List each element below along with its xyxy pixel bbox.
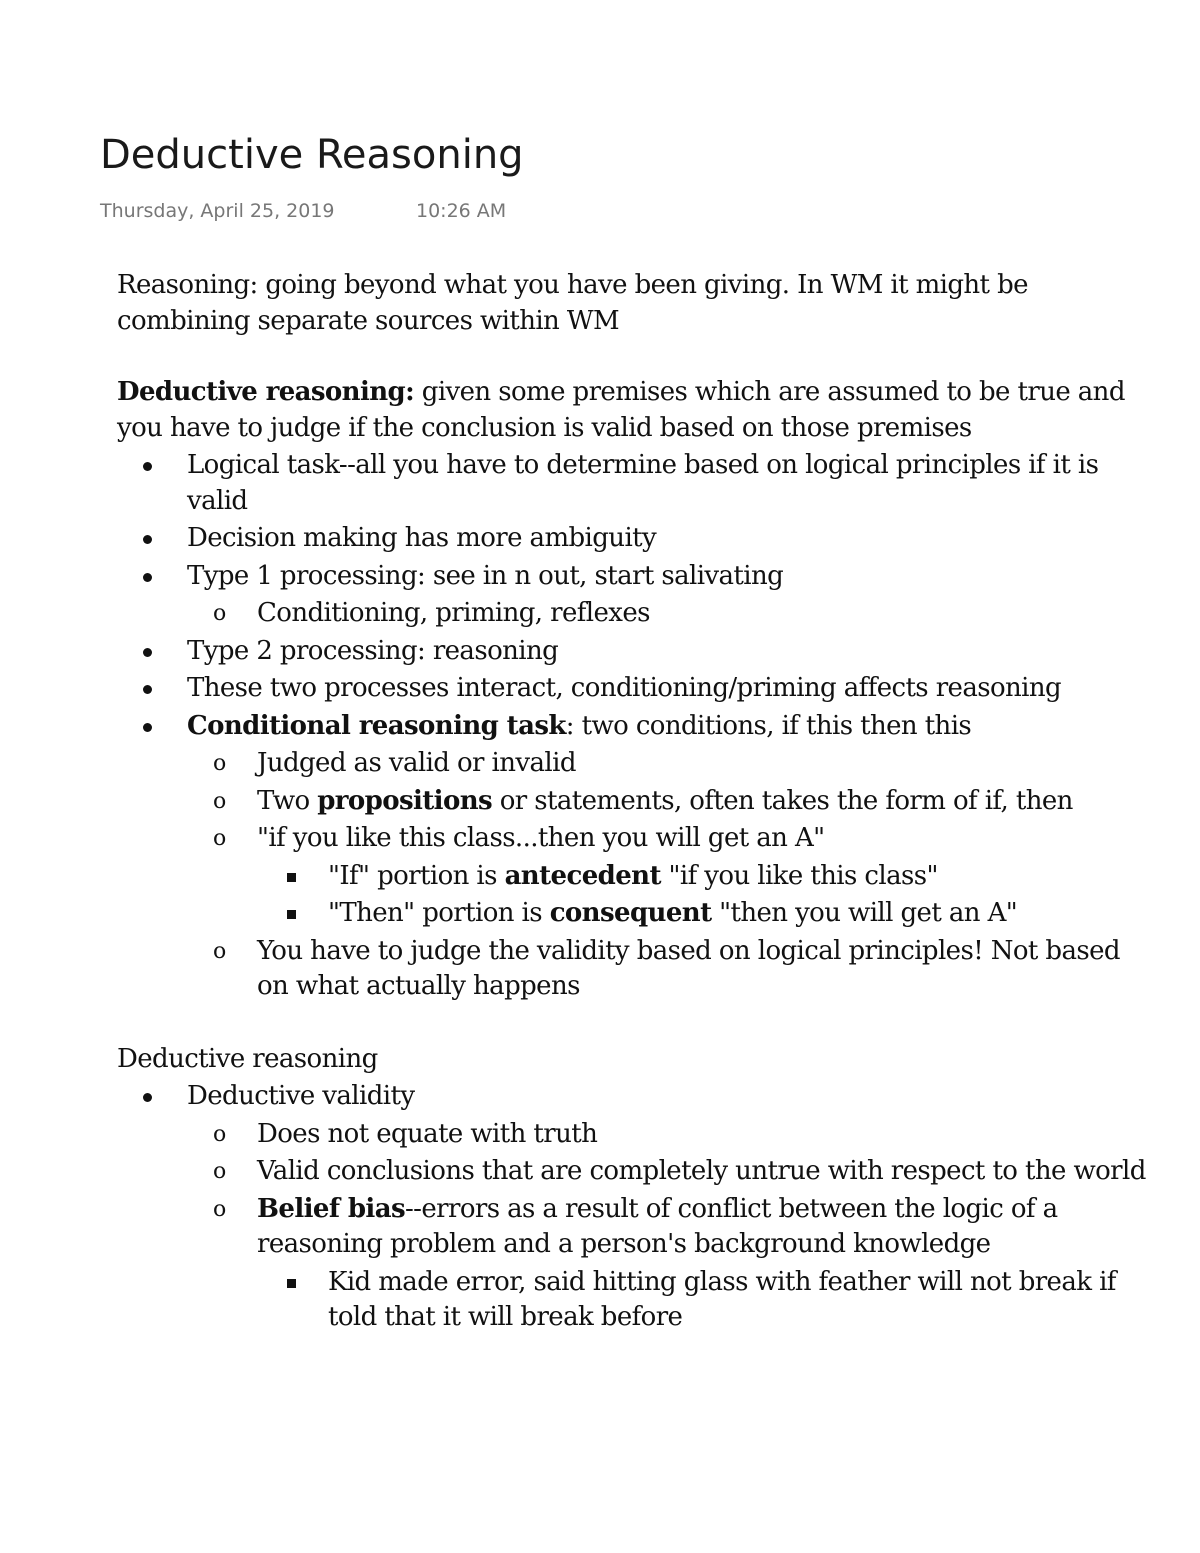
bullet-circle-icon: o [213, 751, 226, 776]
list-item: o Belief bias--errors as a result of conflict between the logic of a reasoning problem and a person's background knowledge [213, 1193, 1058, 1259]
bullet-square-icon [287, 910, 296, 919]
list-item: o Judged as valid or invalid [117, 746, 1157, 782]
bullet-square-icon [287, 1279, 296, 1288]
bullet-circle-icon: o [213, 826, 226, 851]
bullet-circle-icon: o [213, 601, 226, 626]
bullet-disc-icon [143, 685, 152, 694]
list-item: Type 1 processing: see in n out, start salivating [117, 559, 1157, 595]
bullet-disc-icon [143, 1093, 152, 1102]
bullet-circle-icon: o [213, 1121, 226, 1147]
intro-paragraph: Reasoning: going beyond what you have been giving. In WM it might be combining separate sources within WM [117, 270, 1028, 336]
bullet-disc-icon [143, 535, 152, 544]
bullet-disc-icon [143, 462, 152, 471]
list-item: o "if you like this class...then you will get an A" [117, 821, 1157, 857]
bullet-circle-icon: o [213, 938, 226, 964]
list-item: "Then" portion is consequent "then you will get an A" [117, 896, 1157, 932]
deductive-definition [117, 375, 1157, 446]
list-item: These two processes interact, conditioning/priming affects reasoning [117, 671, 1157, 707]
bullet-circle-icon: o [213, 1159, 226, 1184]
page-title: Deductive Reasoning [100, 132, 524, 178]
note-body [117, 268, 1157, 1338]
list-item: o Does not equate with truth [117, 1117, 1157, 1153]
bullet-disc-icon [143, 723, 152, 732]
section-heading: Deductive reasoning [117, 1043, 378, 1074]
note-timestamp [100, 200, 507, 222]
list-item: Deductive validity [117, 1079, 1157, 1115]
bullet-disc-icon [143, 648, 152, 657]
list-item: "If" portion is antecedent "if you like this class" [117, 859, 1157, 895]
list-item: o Valid conclusions that are completely untrue with respect to the world [117, 1154, 1157, 1190]
note-time: 10:26 AM [416, 200, 507, 222]
list-item: Decision making has more ambiguity [117, 521, 1157, 557]
list-item: o Conditioning, priming, reflexes [117, 596, 1157, 632]
deductive-text: given some premises which are assumed to be true and you have to judge if the conclusion is valid based on those premises [117, 377, 1125, 443]
list-item: Kid made error, said hitting glass with feather will not break if told that it will break before [117, 1265, 1157, 1336]
list-item: Logical task--all you have to determine based on logical principles if it is valid [117, 448, 1157, 519]
bullet-circle-icon: o [213, 1196, 226, 1222]
list-item: Type 2 processing: reasoning [117, 634, 1157, 670]
bullet-circle-icon: o [213, 788, 226, 814]
note-date: Thursday, April 25, 2019 [100, 200, 335, 222]
deductive-term: Deductive reasoning: [117, 377, 415, 407]
list-item: Conditional reasoning task: two conditions, if this then this [117, 709, 1157, 745]
bullet-square-icon [287, 873, 296, 882]
bullet-disc-icon [143, 573, 152, 582]
list-item: o You have to judge the validity based on logical principles! Not based on what actually happens [213, 935, 1120, 1001]
list-item: o Two propositions or statements, often takes the form of if, then [117, 784, 1157, 820]
